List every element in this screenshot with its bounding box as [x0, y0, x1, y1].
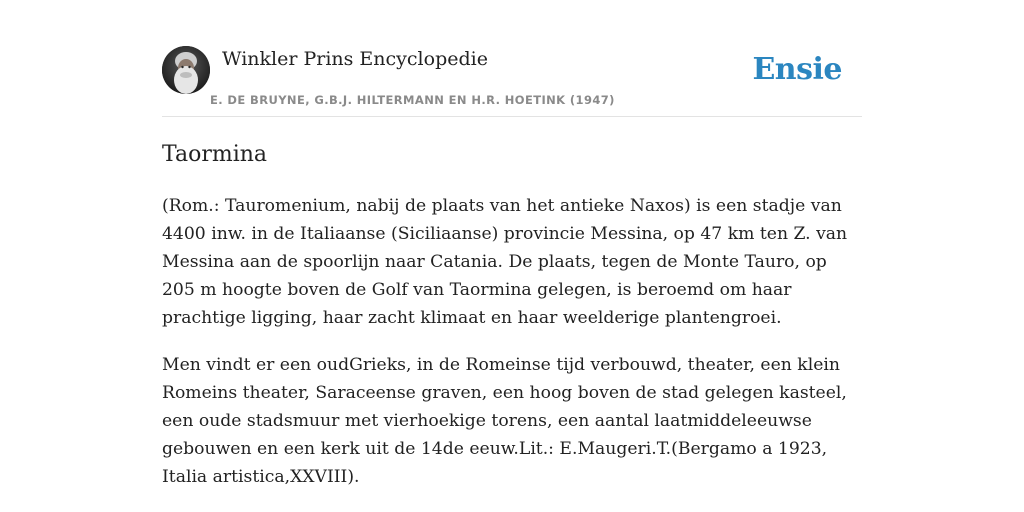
portrait-icon — [162, 46, 210, 94]
article-paragraph-2: Men vindt er een oudGrieks, in de Romeinse tijd verbouwd, theater, een klein Romeins theater, Saraceense graven, een hoog boven de stad gelegen kasteel, een oude stadsmuur met vierhoekige torens, een aantal laatmiddeleeuwse gebouwen en een kerk uit de 14de eeuw.Lit.: E.Maugeri.T.(Bergamo a 1923, Italia artistica,XXVIII). — [162, 355, 847, 487]
article-title: Taormina — [162, 142, 268, 167]
author-portrait-avatar[interactable] — [162, 46, 210, 94]
authors-credit: E. DE BRUYNE, G.B.J. HILTERMANN EN H.R. HOETINK (1947) — [210, 93, 615, 107]
encyclopedia-title[interactable]: Winkler Prins Encyclopedie — [222, 48, 488, 70]
ensie-logo-link[interactable]: Ensie — [752, 52, 842, 87]
article-paragraph-1: (Rom.: Tauromenium, nabij de plaats van het antieke Naxos) is een stadje van 4400 inw. in de Italiaanse (Siciliaanse) provincie Messina, op 47 km ten Z. van Messina aan de spoorlijn naar Catania. De plaats, tegen de Monte Tauro, op 205 m hoogte boven de Golf van Taormina gelegen, is beroemd om haar prachtige ligging, haar zacht klimaat en haar weelderige plantengroei. — [162, 196, 848, 328]
site-header — [162, 46, 862, 117]
